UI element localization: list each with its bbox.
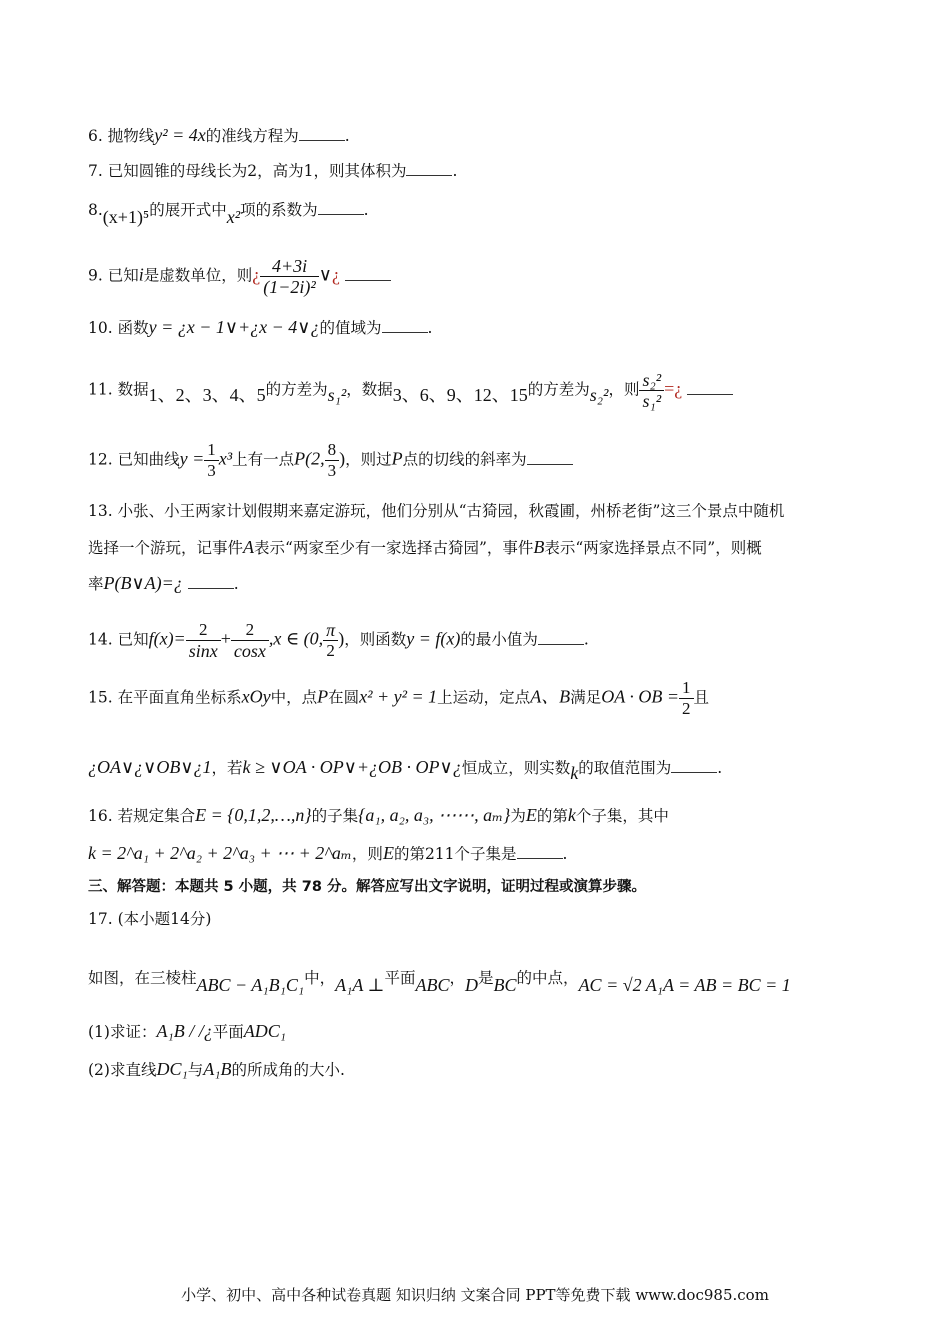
- question-9: [88, 256, 910, 297]
- q14-pi-frac: [323, 620, 338, 661]
- q8-expression: (x+1)⁵: [102, 207, 150, 227]
- q8-text: 8.: [88, 201, 103, 219]
- q9-fraction: [260, 256, 319, 297]
- q11-s1: s₁²: [327, 384, 347, 405]
- q11-mid1: 的方差为: [265, 380, 328, 399]
- question-17-heading: [88, 908, 910, 930]
- q9-mid: 是虚数单位，则: [143, 266, 253, 285]
- q13-A: A: [243, 537, 255, 557]
- q12-coef-den: 3: [207, 461, 216, 480]
- q11-data2: 3、6、9、12、15: [392, 384, 528, 405]
- q11-mid4: ，则: [608, 380, 640, 399]
- q16-l2c: 的第211个子集是: [393, 845, 517, 863]
- q8-term: x²: [226, 207, 241, 227]
- question-13-line-2: [88, 536, 910, 559]
- q12-pnum: 8: [325, 440, 340, 461]
- q12-coef-num: 1: [204, 440, 219, 461]
- q15-AB: A、B: [530, 686, 571, 707]
- q17-p2c: 与: [187, 1061, 204, 1079]
- question-15-line-2: [88, 756, 910, 783]
- q17-abc: ABC: [415, 975, 450, 995]
- q13-line1: 13. 小张、小王两家计划假期来嘉定游玩，他们分别从“古猗园，秋霞圃，州桥老街”这三个景点中随机: [88, 502, 785, 520]
- q16-k: k: [567, 805, 576, 825]
- q17-l1d: ，: [449, 969, 466, 987]
- q17-p2d: A₁B: [203, 1059, 232, 1079]
- q10-tail: 的值域为: [319, 319, 382, 337]
- q14-end: .: [583, 630, 589, 649]
- q15-l2b: ，若: [211, 759, 243, 777]
- q15-inequality: k ≥ ∨OA · OP∨+¿OB · OP∨¿: [242, 757, 462, 777]
- q7-text: 7. 已知圆锥的母线长为2，高为1，则其体积为: [88, 162, 407, 180]
- question-17-part-2: [88, 1058, 910, 1081]
- answer-blank: [671, 758, 717, 773]
- q8-end: .: [363, 201, 369, 219]
- q17-p1a: (1)求证：: [88, 1023, 157, 1041]
- q12-coef: [204, 440, 219, 481]
- q12-mid: 上有一点: [232, 450, 295, 469]
- q12-point-frac: [325, 440, 340, 481]
- q15-P: P: [317, 686, 329, 707]
- q11-mid3: 的方差为: [527, 380, 590, 399]
- q16-end: .: [562, 845, 568, 863]
- q17-p2e: 的所成角的大小.: [231, 1061, 345, 1079]
- q14-mid: ，则函数: [344, 630, 407, 649]
- q9-denominator: (1−2i)²: [263, 277, 316, 297]
- q14-n1: 2: [186, 620, 221, 641]
- q15-circle: x² + y² = 1: [359, 686, 438, 707]
- q15-half-den: 2: [682, 699, 691, 718]
- q15-l1e: 满足: [570, 688, 602, 707]
- q13-end: .: [233, 575, 239, 593]
- answer-blank: [345, 266, 391, 281]
- q17-p2b: DC₁: [156, 1059, 188, 1079]
- q17-l1a: 如图，在三棱柱: [88, 969, 197, 987]
- page-footer: 小学、初中、高中各种试卷真题 知识归纳 文案合同 PPT等免费下载 www.doc985.com: [181, 1286, 769, 1304]
- q10-expression: y = ¿x − 1∨+¿x − 4∨¿: [148, 317, 320, 337]
- q16-l1e: 个子集，其中: [575, 807, 669, 825]
- q16-l1d: 的第: [536, 807, 568, 825]
- question-12: [88, 440, 910, 481]
- q12-tail: ，则过: [345, 450, 392, 469]
- q15-l1b: 中，点: [270, 688, 318, 707]
- q17-l1b: 中，: [304, 969, 336, 987]
- q17-p2a: (2)求直线: [88, 1061, 157, 1079]
- q14-n2: 2: [231, 620, 269, 641]
- q17-condition: AC = √2 A₁A = AB = BC = 1: [578, 975, 791, 995]
- answer-blank: [538, 630, 584, 645]
- q8-mid: 的展开式中: [149, 201, 227, 219]
- q14-pi: π: [323, 620, 338, 641]
- q13-l2b: 表示“两家至少有一家选择古猗园”，事件: [254, 539, 534, 557]
- q13-l3a: 率: [88, 575, 104, 593]
- q16-E3: E: [382, 843, 394, 863]
- q6-tail: 的准线方程为: [205, 127, 299, 145]
- q16-set-E: E = {0,1,2,…,n}: [195, 805, 312, 825]
- q17-p1c: 平面: [212, 1023, 244, 1041]
- q16-l2b: ，则: [351, 845, 383, 863]
- q15-half-num: 1: [679, 678, 694, 699]
- answer-blank: [188, 574, 234, 589]
- answer-blank: [318, 200, 364, 215]
- q15-end: .: [717, 759, 723, 777]
- q17-perp: A₁A ⊥: [335, 975, 385, 995]
- q16-subset: {a₁, a₂, a₃, ⋯⋯, aₘ}: [358, 805, 511, 825]
- q12-x3: x³: [218, 448, 233, 469]
- q10-end: .: [427, 319, 433, 337]
- q15-l2d: 的取值范围为: [578, 759, 672, 777]
- q9-numerator: 4+3i: [260, 256, 319, 277]
- q11-eq: =¿: [664, 378, 683, 399]
- q15-l1a: 15. 在平面直角坐标系: [88, 688, 242, 707]
- q13-probability: P(B∨A)=¿: [103, 573, 183, 593]
- q9-i: i: [138, 264, 144, 285]
- q16-l1c: 为: [510, 807, 526, 825]
- q16-E2: E: [525, 805, 537, 825]
- q15-l2c: 恒成立，则实数: [461, 759, 571, 777]
- question-15-line-1: [88, 678, 910, 719]
- q13-l2c: 表示“两家选择景点不同”，则概: [544, 539, 762, 557]
- q17-l1e: 是: [478, 969, 494, 987]
- q11-data1: 1、2、3、4、5: [148, 384, 266, 405]
- q7-end: .: [452, 162, 458, 180]
- q12-point: P(2,: [294, 448, 325, 469]
- answer-blank: [406, 161, 452, 176]
- q17-head: 17. (本小题14分): [88, 910, 212, 928]
- q12-P: P: [391, 448, 403, 469]
- q17-p1b: A₁B / /¿: [156, 1021, 213, 1041]
- q16-l1a: 16. 若规定集合: [88, 807, 196, 825]
- q14-frac1: [186, 620, 221, 661]
- q11-ratio-num: s₂²: [639, 370, 664, 391]
- question-16-line-2: [88, 842, 910, 865]
- q11-ratio: [639, 370, 664, 411]
- q17-l1c: 平面: [384, 969, 416, 987]
- q12-pden: 3: [327, 461, 337, 480]
- q15-k: k: [570, 763, 579, 783]
- q15-l1f: 且: [693, 688, 710, 707]
- q15-l1c: 在圆: [328, 688, 360, 707]
- q14-frac2: [231, 620, 269, 661]
- q12-y: y =: [179, 448, 205, 469]
- q17-l1f: 的中点，: [516, 969, 579, 987]
- q9-or: ∨: [318, 264, 332, 285]
- question-16-line-1: [88, 804, 910, 827]
- q15-l1d: 上运动，定点: [437, 688, 531, 707]
- q14-domain-close: ): [338, 628, 345, 649]
- q9-glyph-a: ¿: [252, 264, 261, 285]
- q6-equation: y² = 4x: [154, 125, 206, 145]
- answer-blank: [382, 318, 428, 333]
- q11-s2: s₂²: [589, 384, 609, 405]
- q16-k-formula: k = 2^a₁ + 2^a₂ + 2^a₃ + ⋯ + 2^aₘ: [88, 843, 352, 863]
- question-17-part-1: [88, 1020, 910, 1043]
- question-10: [88, 316, 910, 339]
- q15-xOy: xOy: [241, 686, 271, 707]
- q11-text: 11. 数据: [88, 380, 149, 399]
- q15-half: [679, 678, 694, 719]
- q14-domain: ,x ∈ (0,: [268, 628, 324, 649]
- q17-BC: BC: [493, 975, 517, 995]
- question-14: [88, 620, 910, 661]
- question-17-stem: [88, 966, 910, 995]
- q14-d1: sinx: [188, 641, 218, 661]
- question-11: [88, 370, 910, 411]
- q14-text: 14. 已知: [88, 630, 149, 649]
- q14-d2: cosx: [233, 641, 266, 661]
- q15-l2a: ¿OA∨¿∨OB∨¿1: [88, 757, 212, 777]
- question-7: [88, 160, 910, 182]
- q17-D: D: [465, 975, 479, 995]
- q13-B: B: [533, 537, 545, 557]
- q11-ratio-den: s₁²: [642, 391, 662, 411]
- q8-tail: 项的系数为: [240, 201, 318, 219]
- q14-tail: 的最小值为: [460, 630, 538, 649]
- q15-dot: OA · OB =: [601, 686, 680, 707]
- q12-close: ): [339, 448, 346, 469]
- q14-plus: +: [220, 628, 231, 649]
- q12-text: 12. 已知曲线: [88, 450, 180, 469]
- q16-l1b: 的子集: [311, 807, 359, 825]
- q6-end: .: [344, 127, 350, 145]
- q10-text: 10. 函数: [88, 319, 149, 337]
- q12-tail2: 点的切线的斜率为: [402, 450, 527, 469]
- q9-glyph-b: ¿: [331, 264, 340, 285]
- answer-blank: [299, 126, 345, 141]
- q14-f: f(x)=: [148, 628, 186, 649]
- question-13-line-3: [88, 572, 910, 595]
- q14-y: y = f(x): [406, 628, 461, 649]
- q11-mid2: ，数据: [346, 380, 393, 399]
- question-13-line-1: [88, 500, 910, 522]
- q9-text: 9. 已知: [88, 266, 139, 285]
- section-3-heading: 三、解答题：本题共 5 小题，共 78 分。解答应写出文字说明，证明过程或演算步骤。: [88, 879, 646, 895]
- q17-p1d: ADC₁: [243, 1021, 286, 1041]
- question-6: [88, 124, 910, 147]
- answer-blank: [687, 380, 733, 395]
- q17-prism: ABC − A₁B₁C₁: [196, 975, 305, 995]
- question-8: [88, 198, 910, 227]
- answer-blank: [527, 450, 573, 465]
- q6-text: 6. 抛物线: [88, 127, 155, 145]
- q14-pi-den: 2: [326, 641, 335, 660]
- answer-blank: [517, 844, 563, 859]
- q13-l2a: 选择一个游玩，记事件: [88, 539, 244, 557]
